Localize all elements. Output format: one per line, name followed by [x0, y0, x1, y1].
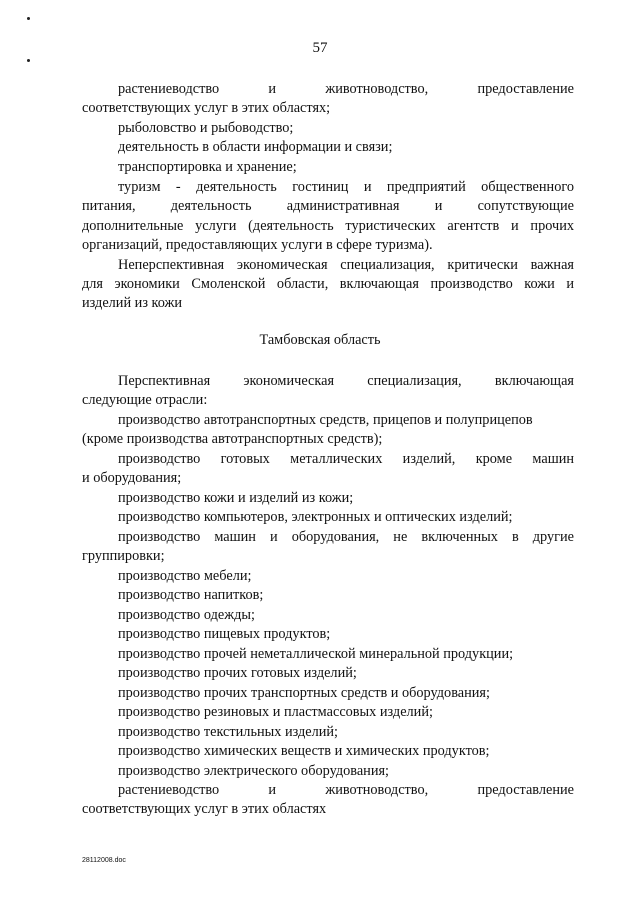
text-line: производство напитков; — [118, 587, 264, 603]
text-line: организаций, предоставляющих услуги в сфере туризма). — [82, 237, 433, 253]
region-heading: Тамбовская область — [259, 332, 381, 348]
text-line: рыболовство и рыбоводство; — [118, 120, 294, 136]
text-line: для экономики Смоленской области, включающая производство кожи и — [82, 276, 574, 292]
text-line: производство компьютеров, электронных и оптических изделий; — [118, 509, 513, 525]
text-line: соответствующих услуг в этих областях — [82, 801, 327, 817]
text-line: Перспективная экономическая специализация, включающая — [118, 373, 574, 389]
text-line: растениеводство и животноводство, предоставление — [118, 782, 574, 798]
text-line: производство готовых металлических изделий, кроме машин — [118, 451, 574, 467]
text-line: (кроме производства автотранспортных средств); — [82, 431, 383, 447]
text-line: производство пищевых продуктов; — [118, 626, 331, 642]
text-line: производство прочих готовых изделий; — [118, 665, 357, 681]
text-line: дополнительные услуги (деятельность туристических агентств и прочих — [82, 218, 574, 234]
text-line: питания, деятельность административная и сопутствующие — [82, 198, 574, 214]
text-line: производство текстильных изделий; — [118, 724, 339, 740]
text-line: Неперспективная экономическая специализация, критически важная — [118, 257, 574, 273]
text-line: производство одежды; — [118, 607, 255, 623]
text-line: и оборудования; — [82, 470, 182, 486]
text-line: соответствующих услуг в этих областях; — [82, 100, 331, 116]
text-line: деятельность в области информации и связи; — [118, 139, 393, 155]
text-line: производство мебели; — [118, 568, 252, 584]
text-line: производство химических веществ и химических продуктов; — [118, 743, 490, 759]
text-line: производство прочих транспортных средств и оборудования; — [118, 685, 490, 701]
text-line: следующие отрасли: — [82, 392, 208, 408]
scan-dot-top — [27, 17, 30, 20]
text-line: растениеводство и животноводство, предоставление — [118, 81, 574, 97]
text-line: производство электрического оборудования; — [118, 763, 390, 779]
text-line: производство автотранспортных средств, прицепов и полуприцепов — [118, 412, 533, 428]
text-line: транспортировка и хранение; — [118, 159, 297, 175]
page-number: 57 — [312, 40, 328, 56]
text-line: производство кожи и изделий из кожи; — [118, 490, 354, 506]
text-line: группировки; — [82, 548, 165, 564]
footer-filename: 28112008.doc — [82, 857, 126, 864]
text-line: производство резиновых и пластмассовых изделий; — [118, 704, 433, 720]
text-line: производство прочей неметаллической минеральной продукции; — [118, 646, 514, 662]
scan-dot-middle — [27, 59, 30, 62]
text-line: туризм - деятельность гостиниц и предприятий общественного — [118, 179, 574, 195]
text-line: производство машин и оборудования, не включенных в другие — [118, 529, 574, 545]
text-line: изделий из кожи — [82, 295, 183, 311]
